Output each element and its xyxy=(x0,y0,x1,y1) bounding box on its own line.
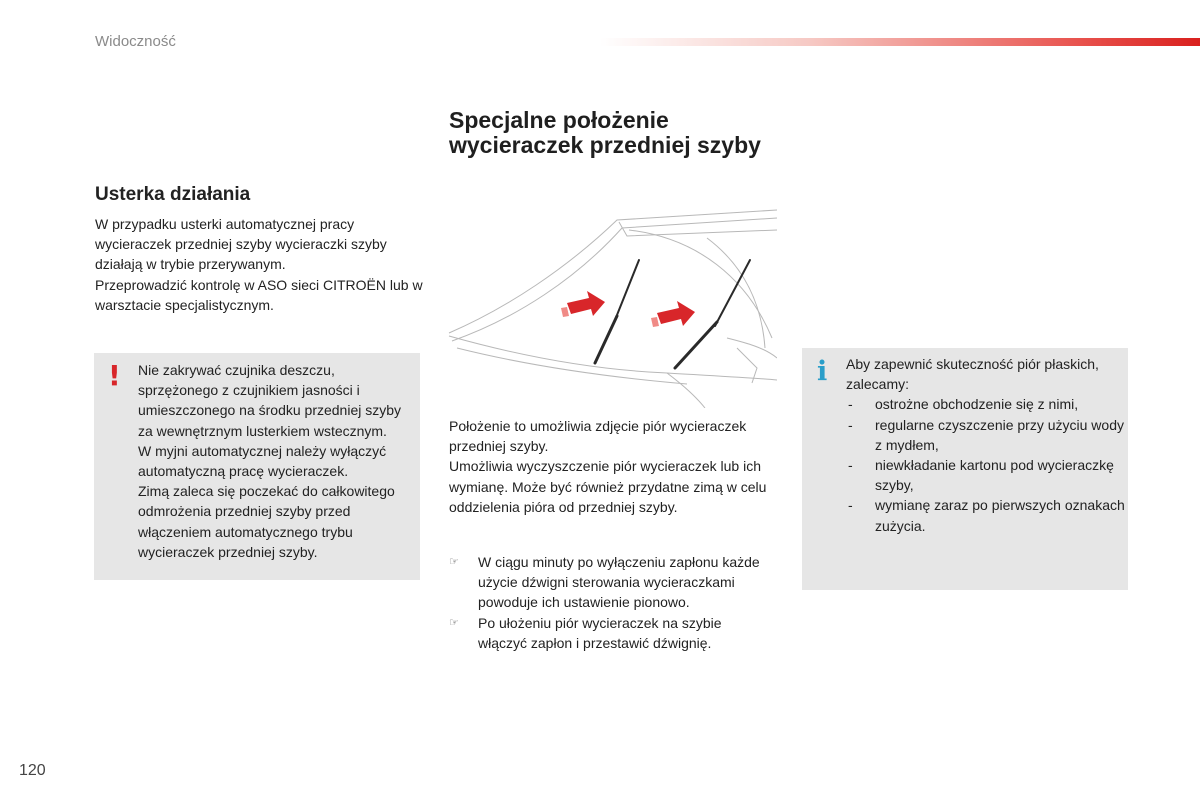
dash-marker: - xyxy=(848,457,853,474)
info-list xyxy=(846,394,1126,535)
list-item xyxy=(846,394,1126,414)
info-text xyxy=(846,354,1126,536)
dash-marker: - xyxy=(848,396,853,413)
special-position-paragraph: Położenie to umożliwia zdjęcie piór wycieraczek przedniej szyby. xyxy=(449,418,747,455)
special-position-paragraph: Umożliwia wyczyszczenie piór wycieraczek lub ich wymianę. Może być również przydatne zimą w celu oddzielenia pióra od przedniej szyby. xyxy=(449,458,767,515)
info-item-text: regularne czyszczenie przy użyciu wody z mydłem, xyxy=(875,416,1124,453)
info-icon: i xyxy=(817,356,828,387)
warning-paragraph: Nie zakrywać czujnika deszczu, sprzężonego z czujnikiem jasności i umieszczonego na środku przedniej szyby za wewnętrznym lusterkiem wstecznym. xyxy=(138,362,402,439)
list-item xyxy=(449,613,769,653)
special-position-text xyxy=(449,416,779,517)
info-box xyxy=(802,348,1128,590)
step-list xyxy=(449,552,769,653)
info-item-text: niewkładanie kartonu pod wycieraczkę szyby, xyxy=(875,457,1114,494)
page-number: 120 xyxy=(19,762,46,779)
list-item xyxy=(449,552,769,613)
warning-box xyxy=(94,353,420,580)
malfunction-paragraph: Przeprowadzić kontrolę w ASO sieci CITROËN lub w warsztacie specjalistycznym. xyxy=(95,276,423,313)
warning-paragraph: Zimą zaleca się poczekać do całkowitego odmrożenia przedniej szyby przed włączeniem automatycznego trybu wycieraczek przedniej szyby. xyxy=(138,483,395,560)
warning-text xyxy=(138,360,418,562)
info-intro: Aby zapewnić skuteczność piór płaskich, zalecamy: xyxy=(846,356,1099,393)
step-text: W ciągu minuty po wyłączeniu zapłonu każde użycie dźwigni sterowania wycieraczkami powoduje ich ustawienie pionowo. xyxy=(478,554,760,611)
pointing-hand-icon: ☞ xyxy=(449,556,459,568)
list-item xyxy=(846,495,1126,535)
windscreen-wipers-illustration xyxy=(447,208,777,408)
dash-marker: - xyxy=(848,416,853,433)
warning-paragraph: W myjni automatycznej należy wyłączyć automatyczną pracę wycieraczek. xyxy=(138,442,387,480)
list-item xyxy=(846,455,1126,495)
step-text: Po ułożeniu piór wycieraczek na szybie włączyć zapłon i przestawić dźwignię. xyxy=(478,614,722,651)
special-position-heading: Specjalne położenie wycieraczek przedniej szyby xyxy=(449,107,761,158)
info-item-text: wymianę zaraz po pierwszych oznakach zużycia. xyxy=(875,497,1125,534)
header-accent-bar xyxy=(600,38,1200,46)
exclamation-icon: ! xyxy=(108,359,121,392)
info-item-text: ostrożne obchodzenie się z nimi, xyxy=(875,396,1079,413)
pointing-hand-icon: ☞ xyxy=(449,616,459,629)
malfunction-paragraph: W przypadku usterki automatycznej pracy wycieraczek przedniej szyby wycieraczki szyby działają w trybie przerywanym. xyxy=(95,216,387,273)
malfunction-text xyxy=(95,214,425,315)
list-item xyxy=(846,415,1126,455)
dash-marker: - xyxy=(848,497,853,514)
section-title: Widoczność xyxy=(95,33,176,50)
malfunction-heading: Usterka działania xyxy=(95,184,251,205)
